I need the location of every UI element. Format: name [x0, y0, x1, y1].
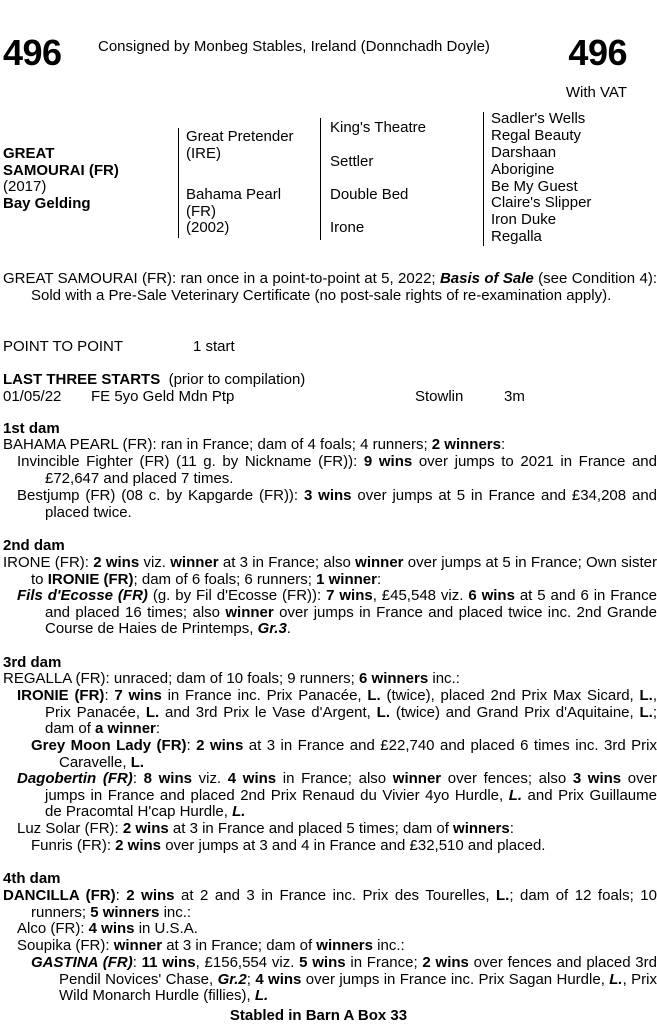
pedigree-gen3-7: Iron Duke — [491, 211, 557, 228]
dam3-foal-3: Luz Solar (FR): 2 wins at 3 in France and placed 5 times; dam of winners: — [17, 820, 514, 837]
horse-name-line1: GREAT — [3, 145, 55, 162]
dam4-foal-1: Alco (FR): 4 wins in U.S.A. — [17, 920, 198, 937]
sire-country: (IRE) — [186, 145, 221, 162]
pedigree-bracket-3 — [483, 112, 484, 246]
dam3-text: REGALLA (FR): unraced; dam of 10 foals; 9 runners; 6 winners inc.: — [3, 670, 460, 687]
dam-year: (2002) — [186, 219, 230, 236]
dam4-text: DANCILLA (FR): 2 wins at 2 and 3 in France inc. Prix des Tourelles, L.; dam of 12 foals; 10 runners; 5 winners inc.: — [3, 887, 657, 921]
dam3-foal-2: Dagobertin (FR): 8 wins viz. 4 wins in France; also winner over fences; also 3 wins over jumps in France and placed 2nd Prix Renaud du Vivier 4yo Hurdle, L. and Prix Guillaume de Pracomtal H'cap Hurdle, L. — [17, 770, 657, 821]
pedigree-gen3-6: Claire's Slipper — [491, 194, 592, 211]
dam2-foal-1: Fils d'Ecosse (FR) (g. by Fil d'Ecosse (FR)): 7 wins, £45,548 viz. 6 wins at 5 and 6 in France and placed 16 times; also winner over jumps in France and placed twice inc. 2nd Grande Course de Haies de Printemps, Gr.3. — [17, 587, 657, 638]
start-race: FE 5yo Geld Mdn Ptp — [91, 388, 235, 405]
last-starts-heading-row — [3, 371, 305, 388]
vat-status: With VAT — [565, 84, 627, 101]
dam2-heading: 2nd dam — [3, 537, 65, 554]
ptp-value: 1 start — [193, 338, 235, 355]
sire: Great Pretender — [186, 128, 294, 145]
basis-of-sale: Basis of Sale — [439, 270, 534, 287]
dam3-foal-1-produce: Grey Moon Lady (FR): 2 wins at 3 in France and £22,740 and placed 6 times inc. 3rd Prix Caravelle, L. — [31, 737, 657, 771]
last-starts-heading: LAST THREE STARTS — [3, 371, 161, 388]
lot-number-right: 496 — [568, 32, 627, 73]
pedigree-gen3-4: Aborigine — [491, 161, 555, 178]
pedigree-gen3-2: Regal Beauty — [491, 127, 582, 144]
lot-number-left: 496 — [3, 32, 62, 73]
dam4-foal-2-produce: GASTINA (FR): 11 wins, £156,554 viz. 5 wins in France; 2 wins over fences and placed 3rd Pendil Novices' Chase, Gr.2; 4 wins over jumps in France inc. Prix Sagan Hurdle, L., Prix Wild Monarch Hurdle (fillies), L. — [31, 954, 657, 1005]
pedigree-gen3-1: Sadler's Wells — [491, 110, 586, 127]
dam3-foal-1: IRONIE (FR): 7 wins in France inc. Prix Panacée, L. (twice), placed 2nd Prix Max Sicard, L., Prix Panacée, L. and 3rd Prix le Vase d'Argent, L. (twice) and Grand Prix d'Aquitaine, L.; dam of a winner: — [17, 687, 657, 738]
stabled-location: Stabled in Barn A Box 33 — [229, 1007, 408, 1024]
intro-paragraph: GREAT SAMOURAI (FR): ran once in a point-to-point at 5, 2022; Basis of Sale (see Condition 4): Sold with a Pre-Sale Veterinary Certificate (no post-sale rights of re-examination apply). — [3, 270, 657, 304]
start-date: 01/05/22 — [3, 388, 62, 405]
consignor: Consigned by Monbeg Stables, Ireland (Donnchadh Doyle) — [98, 38, 490, 55]
pedigree-gen3-3: Darshaan — [491, 144, 557, 161]
dam: Bahama Pearl — [186, 186, 282, 203]
dam1-heading: 1st dam — [3, 420, 60, 437]
horse-name-line2: SAMOURAI (FR) — [3, 162, 119, 179]
horse-description: Bay Gelding — [3, 195, 91, 212]
pedigree-bracket-2 — [320, 118, 321, 240]
dam2-text: IRONE (FR): 2 wins viz. winner at 3 in France; also winner over jumps at 5 in France; Own sister to IRONIE (FR); dam of 6 foals; 6 runners; 1 winner: — [3, 554, 657, 588]
pedigree-gen2-1: King's Theatre — [330, 119, 426, 136]
pedigree-gen2-3: Double Bed — [330, 186, 409, 203]
start-distance: 3m — [504, 388, 525, 405]
start-course: Stowlin — [415, 388, 464, 405]
dam3-foal-3-produce: Funris (FR): 2 wins over jumps at 3 and 4 in France and £32,510 and placed. — [31, 837, 546, 854]
dam-country: (FR) — [186, 203, 216, 220]
pedigree-gen2-2: Settler — [330, 153, 374, 170]
dam4-heading: 4th dam — [3, 870, 61, 887]
pedigree-bracket-1 — [178, 128, 179, 238]
dam3-heading: 3rd dam — [3, 654, 62, 671]
dam1-foal-1: Invincible Fighter (FR) (11 g. by Nickname (FR)): 9 wins over jumps to 2021 in France and £72,647 and placed 7 times. — [17, 453, 657, 487]
pedigree-gen3-5: Be My Guest — [491, 178, 578, 195]
pedigree-gen3-8: Regalla — [491, 228, 542, 245]
dam1-foal-2: Bestjump (FR) (08 c. by Kapgarde (FR)): 3 wins over jumps at 5 in France and £34,208 and placed twice. — [17, 487, 657, 521]
pedigree-gen2-4: Irone — [330, 219, 365, 236]
dam1-text: BAHAMA PEARL (FR): ran in France; dam of 4 foals; 4 runners; 2 winners: — [3, 436, 506, 453]
ptp-label: POINT TO POINT — [3, 338, 124, 355]
last-starts-note: (prior to compilation) — [168, 371, 306, 388]
dam4-foal-2: Soupika (FR): winner at 3 in France; dam of winners inc.: — [17, 937, 405, 954]
horse-year: (2017) — [3, 178, 47, 195]
